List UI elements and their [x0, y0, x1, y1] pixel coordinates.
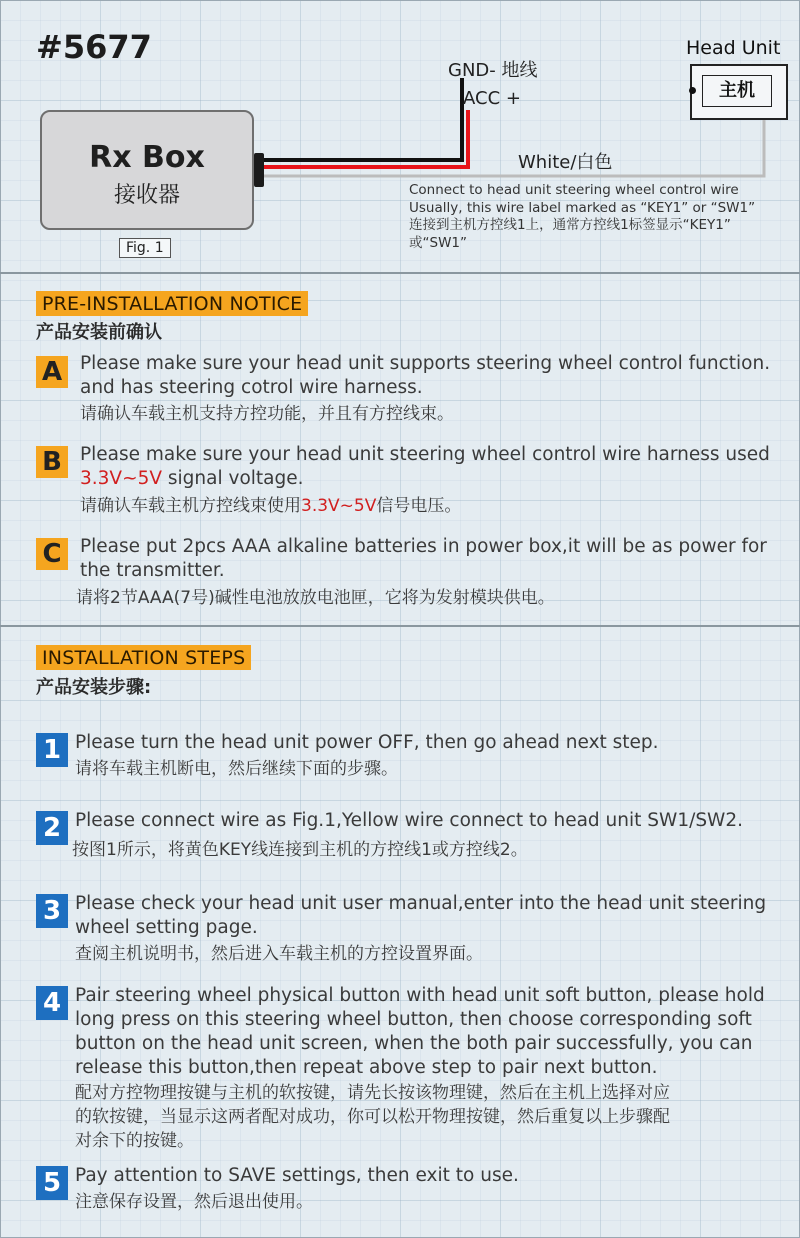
notice-b-zh	[80, 494, 461, 518]
step-2-line: Please connect wire as Fig.1,Yellow wire connect to head unit SW1/SW2.	[75, 810, 744, 831]
gnd-wire-label: GND- 地线	[448, 60, 538, 81]
wire-note-line: Usually, this wire label marked as “KEY1” or “SW1”	[409, 199, 756, 216]
pre-install-title: PRE-INSTALLATION NOTICE	[36, 291, 308, 316]
rx-box-title: Rx Box	[89, 140, 205, 175]
notice-b-suffix: signal voltage.	[162, 468, 304, 489]
notice-a-zh: 请确认车载主机支持方控功能，并且有方控线束。	[80, 404, 454, 424]
notice-c-zh: 请将2节AAA(7号)碱性电池放放电池匣，它将为发射模块供电。	[76, 588, 555, 608]
step-5-zh: 注意保存设置，然后退出使用。	[75, 1192, 313, 1212]
notice-b-text	[80, 443, 770, 491]
notice-c-text	[80, 535, 767, 583]
notice-a-line: Please make sure your head unit supports steering wheel control function.	[80, 353, 771, 374]
wire-note-line: 或“SW1”	[409, 234, 467, 251]
section-divider	[0, 625, 800, 627]
install-steps-title: INSTALLATION STEPS	[36, 645, 251, 670]
wire-note-line: 连接到主机方控线1上，通常方控线1标签显示“KEY1”	[409, 217, 731, 233]
step-4-line: button on the head unit screen, when the both pair successfully, you can	[75, 1033, 753, 1054]
step-4-zh-line: 的软按键，当显示这两者配对成功，你可以松开物理按键，然后重复以上步骤配	[75, 1107, 670, 1127]
notice-a-text	[80, 352, 770, 400]
connector-plug	[254, 153, 264, 187]
step-4-line: release this button,then repeat above step to pair next button.	[75, 1057, 658, 1078]
step-badge-4: 4	[36, 986, 68, 1020]
product-code: #5677	[36, 28, 152, 66]
notice-c-line: Please put 2pcs AAA alkaline batteries in power box,it will be as power for	[80, 536, 767, 557]
head-unit-inner-label: 主机	[702, 75, 772, 107]
pre-install-subtitle: 产品安装前确认	[36, 322, 162, 343]
step-4-text	[75, 984, 765, 1080]
wire-note-line: Connect to head unit steering wheel control wire	[409, 182, 739, 198]
step-3-line: wheel setting page.	[75, 917, 258, 938]
notice-b-line: Please make sure your head unit steering wheel control wire harness used	[80, 444, 770, 465]
step-5-line: Pay attention to SAVE settings, then exit to use.	[75, 1165, 519, 1186]
head-unit-box	[690, 64, 788, 120]
step-badge-5: 5	[36, 1166, 68, 1200]
step-4-zh-line: 配对方控物理按键与主机的软按键，请先长按该物理键，然后在主机上选择对应	[75, 1083, 670, 1103]
step-4-line: long press on this steering wheel button, then choose corresponding soft	[75, 1009, 752, 1030]
section-divider	[0, 272, 800, 274]
notice-b-zh-prefix: 请确认车载主机方控线束使用	[80, 496, 301, 516]
rx-box	[40, 110, 254, 230]
step-5-text	[75, 1164, 519, 1188]
figure-label: Fig. 1	[119, 238, 171, 258]
step-1-text	[75, 731, 659, 755]
acc-wire-label: ACC +	[463, 88, 521, 109]
step-2-text	[75, 809, 743, 833]
step-4-line: Pair steering wheel physical button with head unit soft button, please hold	[75, 985, 765, 1006]
rx-box-subtitle: 接收器	[113, 183, 180, 208]
step-3-text	[75, 892, 766, 940]
step-3-zh: 查阅主机说明书，然后进入车载主机的方控设置界面。	[75, 944, 483, 964]
step-4-zh-line: 对余下的按键。	[75, 1131, 194, 1151]
step-2-zh: 按图1所示，将黄色KEY线连接到主机的方控线1或方控线2。	[72, 840, 528, 860]
black-wire	[262, 78, 462, 160]
step-1-zh: 请将车载主机断电，然后继续下面的步骤。	[75, 759, 398, 779]
step-badge-1: 1	[36, 733, 68, 767]
step-3-line: Please check your head unit user manual,enter into the head unit steering	[75, 893, 767, 914]
step-4-zh	[75, 1081, 670, 1153]
install-steps-subtitle: 产品安装步骤:	[36, 677, 152, 698]
notice-c-line: the transmitter.	[80, 560, 225, 581]
voltage-highlight: 3.3V~5V	[80, 468, 163, 489]
voltage-highlight-zh: 3.3V~5V	[301, 496, 377, 516]
notice-badge-c: C	[36, 538, 68, 570]
step-badge-2: 2	[36, 811, 68, 845]
step-badge-3: 3	[36, 894, 68, 928]
head-unit-title: Head Unit	[686, 37, 781, 59]
step-1-line: Please turn the head unit power OFF, then go ahead next step.	[75, 732, 659, 753]
notice-badge-b: B	[36, 446, 68, 478]
notice-badge-a: A	[36, 356, 68, 388]
notice-a-line: and has steering cotrol wire harness.	[80, 377, 423, 398]
wire-note	[409, 182, 795, 252]
connection-dot-icon	[689, 87, 696, 94]
notice-b-zh-suffix: 信号电压。	[376, 496, 462, 516]
notice-b-line	[80, 467, 770, 491]
white-wire-label: White/白色	[518, 152, 613, 173]
